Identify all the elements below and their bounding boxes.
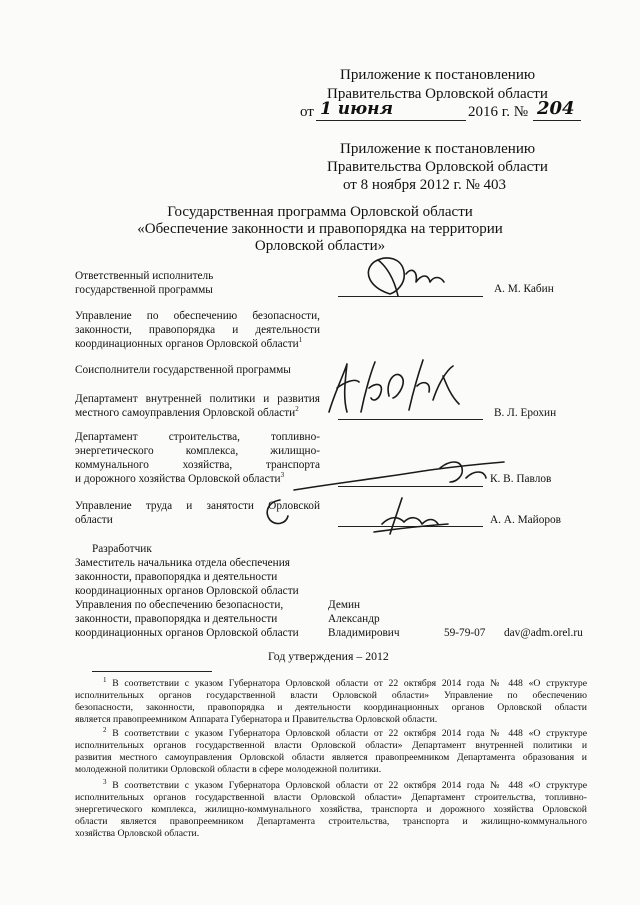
appendix-new-year: 2016 г. №: [468, 104, 529, 120]
developer-name-line2: Александр: [328, 613, 380, 625]
dept-security-line3-wrap: [75, 338, 302, 351]
footnote-1-line3: безопасности, законности, правопорядка и деятельности координационных органов Орловской области: [75, 702, 587, 713]
signature-mayorov: [262, 494, 452, 538]
footnote-2-line1: В соответствии с указом Губернатора Орловской области от 22 октября 2014 года № 448 «О структуре: [112, 728, 588, 739]
date-underline: [316, 120, 466, 121]
footnote-1-ref: 1: [103, 675, 107, 684]
number-underline: [533, 120, 581, 121]
signer-mayorov: А. А. Майоров: [490, 514, 561, 526]
developer-line5: законности, правопорядка и деятельности: [75, 613, 278, 625]
footnote-ref-1: 1: [298, 336, 303, 345]
footnote-3-line2: исполнительных органов государственной власти Орловской области» Департамент строительства, топливно-: [75, 792, 587, 803]
dept-security-line3: координационных органов Орловской области: [75, 338, 299, 350]
dept-construction-line4-wrap: [75, 473, 284, 486]
footnote-3-line4: области является правопреемником Департамента строительства, транспорта и жилищно-коммунального: [75, 816, 587, 827]
footnote-2-ref: 2: [103, 725, 107, 734]
developer-phone: 59-79-07: [444, 627, 486, 639]
signer-erokhin: В. Л. Ерохин: [494, 407, 557, 419]
appendix-old-line2: Правительства Орловской области: [327, 159, 548, 175]
footnote-3-ref: 3: [103, 777, 107, 786]
developer-line2: законности, правопорядка и деятельности: [75, 571, 278, 583]
developer-email: dav@adm.orel.ru: [504, 627, 583, 639]
dept-internal-line1: Департамент внутренней политики и развития: [75, 393, 320, 405]
appendix-new-line2: Правительства Орловской области: [327, 86, 548, 102]
appendix-new-line1: Приложение к постановлению: [340, 67, 536, 83]
program-title-line1: Государственная программа Орловской области: [167, 204, 473, 220]
approval-year: Год утверждения – 2012: [268, 649, 389, 663]
signature-erokhin: [325, 352, 465, 422]
developer-line6: координационных органов Орловской области: [75, 627, 299, 639]
signer-kabin: А. М. Кабин: [494, 283, 554, 295]
developer-line4: Управления по обеспечению безопасности,: [75, 599, 284, 611]
signature-kabin: [360, 252, 450, 302]
footnote-1-line2: исполнительных органов государственной власти Орловской области» Управление по обеспечению: [75, 690, 587, 701]
footnote-1-line4: является правопреемником Аппарата Губернатора и Правительства Орловской области.: [75, 714, 438, 725]
footnote-2-line2: исполнительных органов государственной власти Орловской области» Департамент внутренней политики и: [75, 740, 587, 751]
dept-labor-line1: Управление труда и занятости Орловской: [75, 500, 320, 512]
dept-internal-line2-wrap: [75, 407, 299, 420]
handwritten-date: 1 июня: [320, 99, 394, 119]
responsible-label-line2: государственной программы: [75, 284, 213, 296]
dept-security-line2: законности, правопорядка и деятельности: [75, 324, 320, 336]
footnote-separator: [92, 671, 212, 672]
footnote-1: [75, 675, 588, 726]
footnote-3-line1: В соответствии с указом Губернатора Орловской области от 22 октября 2014 года № 448 «О структуре: [112, 780, 588, 791]
signer-pavlov: К. В. Павлов: [490, 473, 552, 485]
appendix-old-line1: Приложение к постановлению: [340, 141, 536, 157]
dept-construction-line2: энергетического комплекса, жилищно-: [75, 445, 320, 457]
dept-labor-line2: области: [75, 514, 113, 526]
developer-line1: Заместитель начальника отдела обеспечения: [75, 557, 290, 569]
footnote-2-line3: развития местного самоуправления Орловской области является правопреемником Департамента образования и: [75, 752, 587, 763]
dept-internal-line2: местного самоуправления Орловской области: [75, 407, 296, 419]
dept-construction-line3: коммунального хозяйства, транспорта: [75, 459, 320, 471]
dept-construction-line4: и дорожного хозяйства Орловской области: [75, 473, 281, 485]
dept-security-line1: Управление по обеспечению безопасности,: [75, 310, 320, 322]
footnote-3: [75, 777, 588, 840]
developer-line3: координационных органов Орловской области: [75, 585, 299, 597]
coexecutors-label: Соисполнители государственной программы: [75, 364, 291, 376]
handwritten-number: 204: [537, 98, 575, 119]
responsible-label-line1: Ответственный исполнитель: [75, 270, 214, 282]
developer-name-line1: Демин: [328, 599, 361, 611]
footnote-3-line3: энергетического комплекса, жилищно-коммунального хозяйства, транспорта и дорожного хозяйства Орловской: [75, 804, 587, 815]
appendix-old-line3: от 8 ноября 2012 г. № 403: [343, 177, 507, 193]
program-title-line3: Орловской области»: [254, 238, 386, 254]
signature-pavlov: [290, 456, 510, 496]
footnote-ref-3: 3: [280, 471, 285, 480]
dept-construction-line1: Департамент строительства, топливно-: [75, 431, 320, 443]
program-title-line2: «Обеспечение законности и правопорядка на территории: [137, 221, 503, 237]
footnote-2-line4: молодежной политики Орловской области в сфере молодежной политики.: [75, 764, 382, 775]
footnote-ref-2: 2: [295, 405, 299, 414]
footnote-1-line1: В соответствии с указом Губернатора Орловской области от 22 октября 2014 года № 448 «О структуре: [112, 678, 588, 689]
footnote-2: [75, 725, 588, 776]
footnote-3-line5: хозяйства Орловской области.: [75, 828, 200, 839]
developer-heading: Разработчик: [92, 543, 152, 555]
developer-name-line3: Владимирович: [328, 627, 400, 639]
appendix-new-from: от: [300, 104, 314, 120]
